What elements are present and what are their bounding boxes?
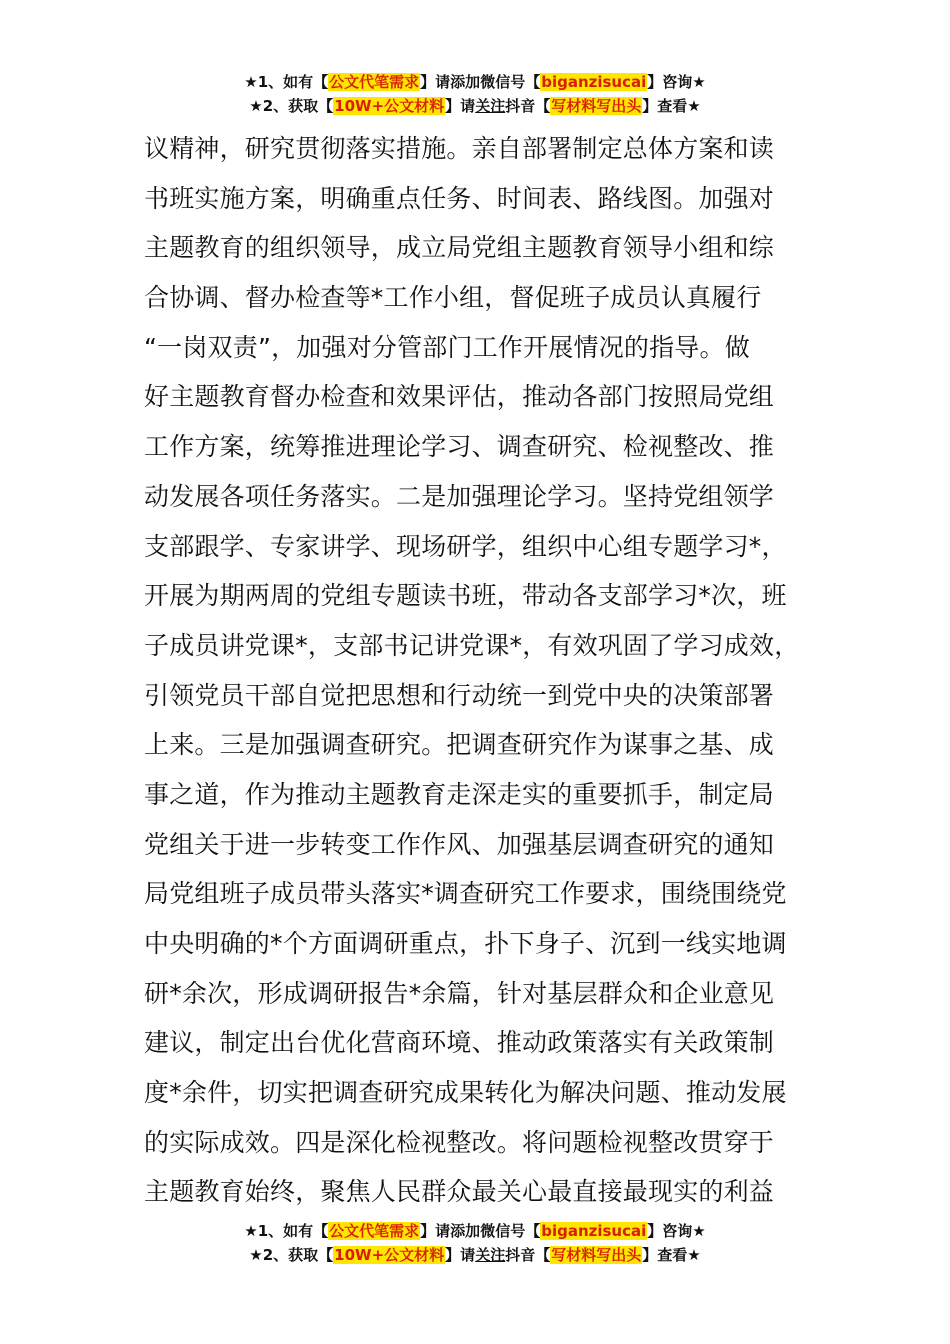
text-line: 议精神，研究贯彻落实措施。亲自部署制定总体方案和读 [144, 134, 775, 163]
text-line: 合协调、督办检查等*工作小组，督促班子成员认真履行 [144, 283, 762, 313]
text-line: 党组关于进一步转变工作作风、加强基层调查研究的通知 [144, 829, 775, 859]
banner-text: 2、获取【 [262, 1246, 334, 1264]
text-line: 主题教育的组织领导，成立局党组主题教育领导小组和综 [144, 233, 775, 263]
highlight-materials: 10W+公文材料 [334, 97, 445, 115]
star-icon: ★ [244, 73, 258, 91]
text-line: 支部跟学、专家讲学、现场研学，组织中心组专题学习*， [144, 531, 787, 561]
text-line: 事之道，作为推动主题教育走深走实的重要抓手，制定局 [144, 779, 775, 809]
highlight-wechat-id: biganzisucai [541, 73, 647, 91]
banner-text: 微信号【 [480, 73, 541, 91]
banner-text: 】请 [420, 1222, 451, 1240]
banner-text: 】查看 [642, 1246, 688, 1264]
text-line: 工作方案，统筹推进理论学习、调查研究、检视整改、推 [144, 432, 775, 462]
banner-text: 】咨询 [647, 73, 693, 91]
banner-line-1 [0, 70, 950, 94]
header-banner [0, 70, 950, 118]
highlight-wechat-id: biganzisucai [541, 1222, 647, 1240]
banner-emphasis: 添加 [450, 1222, 481, 1240]
banner-text: 微信号【 [480, 1222, 541, 1240]
banner-text: 1、如有【 [257, 73, 329, 91]
banner-text: 】请 [445, 1246, 476, 1264]
text-line: 度*余件，切实把调查研究成果转化为解决问题、推动发展 [144, 1078, 787, 1108]
banner-emphasis: 关注 [475, 97, 506, 115]
document-body [144, 124, 844, 1217]
text-line: 开展为期两周的党组专题读书班，带动各支部学习*次，班 [144, 581, 787, 611]
banner-text: 抖音【 [505, 1246, 551, 1264]
banner-text: 2、获取【 [262, 97, 334, 115]
banner-line-2 [0, 1243, 950, 1267]
text-line: 主题教育始终，聚焦人民群众最关心最直接最现实的利益 [144, 1177, 775, 1207]
text-line: 书班实施方案，明确重点任务、时间表、路线图。加强对 [144, 183, 775, 213]
text-line: 引领党员干部自觉把思想和行动统一到党中央的决策部署 [144, 680, 775, 710]
star-icon: ★ [249, 1246, 263, 1264]
banner-emphasis: 关注 [475, 1246, 506, 1264]
text-line: 动发展各项任务落实。二是加强理论学习。坚持党组领学 [144, 481, 775, 511]
highlight-douyin-account: 写材料写出头 [551, 1246, 642, 1264]
text-line: 上来。三是加强调查研究。把调查研究作为谋事之基、成 [144, 730, 775, 760]
star-icon: ★ [249, 97, 263, 115]
banner-text: 抖音【 [505, 97, 551, 115]
banner-text: 】请 [420, 73, 451, 91]
highlight-service: 公文代笔需求 [329, 1222, 420, 1240]
text-line: 中央明确的*个方面调研重点，扑下身子、沉到一线实地调 [144, 929, 787, 958]
star-icon: ★ [692, 73, 706, 91]
banner-text: 】查看 [642, 97, 688, 115]
star-icon: ★ [244, 1222, 258, 1240]
highlight-materials: 10W+公文材料 [334, 1246, 445, 1264]
banner-text: 】请 [445, 97, 476, 115]
banner-line-1 [0, 1219, 950, 1243]
star-icon: ★ [692, 1222, 706, 1240]
highlight-service: 公文代笔需求 [329, 73, 420, 91]
banner-text: 1、如有【 [257, 1222, 329, 1240]
text-line: 建议，制定出台优化营商环境、推动政策落实有关政策制 [144, 1028, 775, 1058]
banner-line-2 [0, 94, 950, 118]
text-line: 研*余次，形成调研报告*余篇，针对基层群众和企业意见 [144, 978, 775, 1008]
star-icon: ★ [687, 1246, 701, 1264]
text-line: 的实际成效。四是深化检视整改。将问题检视整改贯穿于 [144, 1127, 775, 1157]
highlight-douyin-account: 写材料写出头 [551, 97, 642, 115]
text-line: 局党组班子成员带头落实*调查研究工作要求，围绕围绕党 [144, 879, 787, 909]
banner-emphasis: 添加 [450, 73, 481, 91]
star-icon: ★ [687, 97, 701, 115]
text-line: “一岗双责”，加强对分管部门工作开展情况的指导。做 [144, 332, 750, 362]
banner-text: 】咨询 [647, 1222, 693, 1240]
text-line: 好主题教育督办检查和效果评估，推动各部门按照局党组 [144, 382, 775, 412]
text-line: 子成员讲党课*，支部书记讲党课*，有效巩固了学习成效， [144, 630, 800, 660]
footer-banner [0, 1219, 950, 1267]
